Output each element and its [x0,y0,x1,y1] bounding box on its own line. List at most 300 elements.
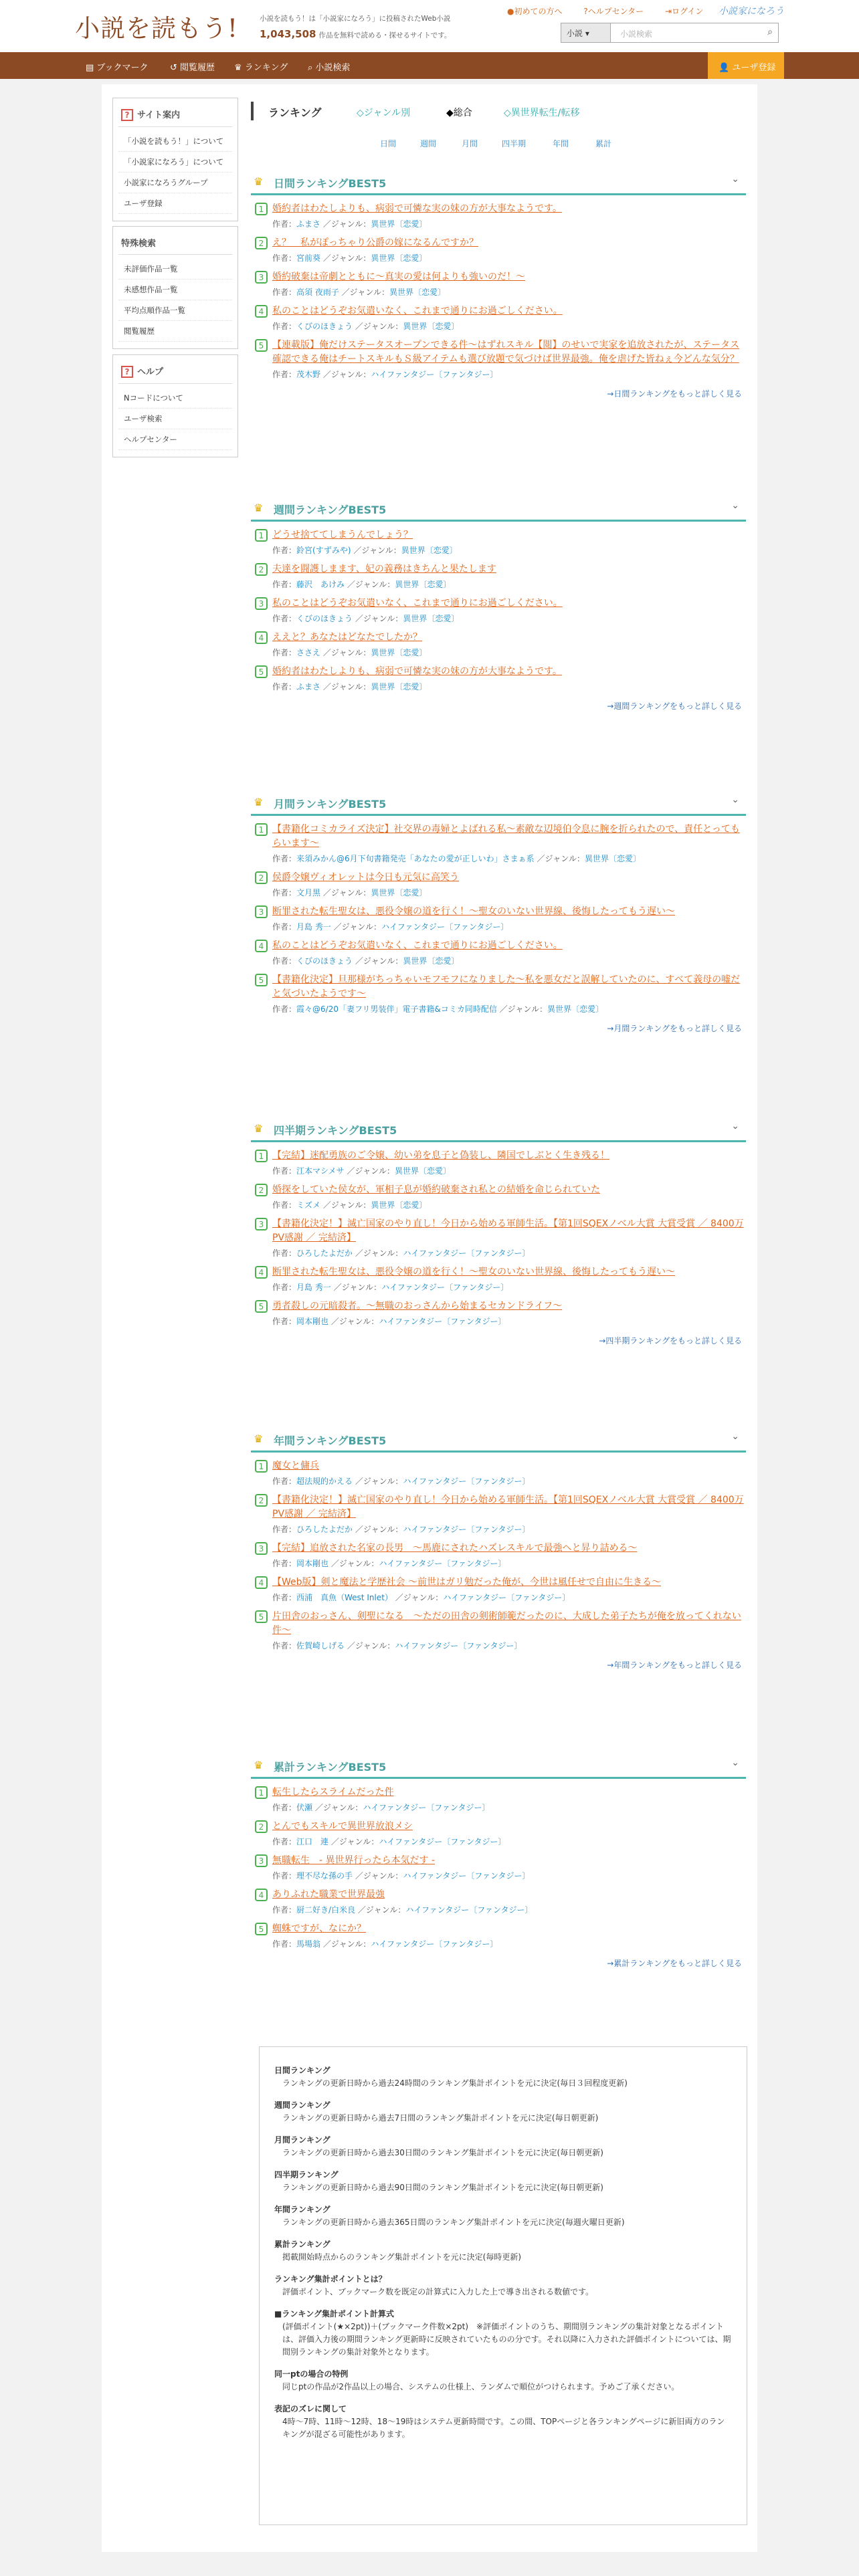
genre-label: ／ジャンル： [330,1837,379,1846]
ranking-row [251,556,746,590]
rank-number: 2 [255,1494,268,1507]
author-link[interactable]: 藤沢 あけみ [296,580,345,589]
novel-meta [255,1473,746,1487]
author-label: 作者： [272,580,297,589]
author-label: 作者： [272,1593,297,1602]
novel-title-link[interactable]: 3 私のことはどうぞお気遣いなく、これまで通りにお過ごしください。 [255,597,746,611]
novel-title-link[interactable]: 1 どうせ捨ててしまうんでしょう？ [255,528,746,542]
author-link[interactable]: 来須みかん@6月下旬書籍発売「あなたの愛が正しいわ」さまぁ系 [296,854,535,863]
note-body: ランキングの更新日時から過去24時間のランキング集計ポイントを元に決定(毎日３回程度更新) [282,2078,628,2088]
author-label: 作者： [272,614,297,623]
search-icon[interactable]: ⌕ [767,27,773,37]
rank-number: 3 [255,1854,268,1867]
more-link[interactable]: →日間ランキングをもっと詳しく見る [607,389,742,399]
ranking-row [251,263,746,298]
author-link[interactable]: 月島 秀一 [296,1283,331,1292]
ranking-row [251,898,746,932]
ranking-section [251,1426,746,1671]
genre-label: ／ジャンル： [314,1803,363,1812]
author-label: 作者： [272,288,297,297]
ranking-section [251,495,746,712]
author-link[interactable]: ひろしたよだか [296,1525,353,1534]
chevron-down-icon[interactable]: ⌄ [731,1121,739,1132]
tab-total[interactable]: ◆総合 [446,108,472,118]
note-heading: 日間ランキング [274,2066,330,2075]
novel-title-link[interactable]: 1 婚約者はわたしよりも、病弱で可憐な実の妹の方が大事なようです。 [255,202,746,216]
period-link-daily[interactable]: 日間 [380,139,397,148]
work-count-number: 1,043,508 [260,28,316,40]
genre-label: ／ジャンル： [347,1641,395,1650]
crown-icon: ♛ [254,502,264,514]
rank-number: 2 [255,237,268,249]
novel-title-link[interactable]: 2 婚探をしていた侯女が、軍相子息が婚約破棄され私との結婚を命じられていた [255,1183,746,1197]
author-link[interactable]: くびのほきょう [296,956,353,966]
genre-link[interactable]: 異世界〔恋愛〕 [371,682,427,691]
ranking-header [251,99,746,123]
novel-meta [255,1197,746,1210]
sidebar-item[interactable]: ユーザ検索 [118,409,232,429]
crown-icon: ♛ [254,1122,264,1135]
genre-link[interactable]: ハイファンタジー〔ファンタジー〕 [381,922,509,932]
ranking-row [251,1603,746,1651]
author-link[interactable]: 理不尽な孫の手 [296,1871,353,1881]
tab-isekai[interactable]: ◇異世界転生/転移 [504,108,580,118]
novel-meta [255,366,746,380]
novel-meta [255,1834,746,1847]
author-link[interactable]: ふまさ [296,219,321,229]
novel-title-link[interactable]: 4 私のことはどうぞお気遣いなく、これまで通りにお過ごしください。 [255,304,746,318]
author-label: 作者： [272,546,297,555]
genre-label: ／ジャンル： [322,370,371,379]
register-button[interactable]: 👤 ユーザ登録 [708,52,784,79]
genre-label: ／ジャンル： [333,922,382,932]
author-label: 作者： [272,682,297,691]
rank-number: 5 [255,974,268,986]
rank-number: 4 [255,1266,268,1279]
novel-title-link[interactable]: 4 【Web版】剣と魔法と学歴社会 〜前世はガリ勉だった俺が、今世は風任せで自由に生きる〜 [255,1576,746,1590]
genre-link[interactable]: ハイファンタジー〔ファンタジー〕 [381,1283,509,1292]
novel-title-link[interactable]: 5 婚約者はわたしよりも、病弱で可憐な実の妹の方が大事なようです。 [255,665,746,679]
rank-number: 1 [255,1786,268,1799]
novel-title-link[interactable]: 5 勇者殺しの元暗殺者。〜無職のおっさんから始まるセカンドライフ〜 [255,1299,746,1313]
sidebar-special-search-title: 特殊検索 [118,233,232,255]
author-label: 作者： [272,1803,297,1812]
section-header[interactable] [251,169,746,195]
author-link[interactable]: ひろしたよだか [296,1249,353,1258]
note-heading: 週間ランキング [274,2101,330,2110]
ranking-row [251,590,746,624]
top-links [507,5,722,17]
genre-label: ／ジャンル： [537,854,585,863]
ranking-row [251,332,746,380]
genre-label: ／ジャンル： [355,956,403,966]
novel-meta [255,1868,746,1881]
novel-meta [255,1313,746,1327]
author-label: 作者： [272,1939,297,1949]
page-title: ランキング [268,106,322,119]
site-logo[interactable]: 小説を読もう! [75,14,238,43]
more-link[interactable]: →累計ランキングをもっと詳しく見る [607,1959,742,1968]
sidebar-item[interactable]: 閲覧履歴 [118,321,232,342]
more-link[interactable]: →年間ランキングをもっと詳しく見る [607,1660,742,1670]
author-link[interactable]: 鈴宮(すずみや) [296,546,351,555]
novel-meta [255,1590,746,1603]
crown-icon: ♛ [254,1432,264,1445]
sidebar-item[interactable]: 小説家になろうグループ [118,173,232,193]
rank-number: 1 [255,1150,268,1162]
genre-link[interactable]: 異世界〔恋愛〕 [371,648,427,657]
author-link[interactable]: 宮前葵 [296,253,321,263]
sidebar-help-title: ? ヘルプ [118,362,232,384]
rank-number: 4 [255,1889,268,1901]
ranking-row [251,966,746,1014]
period-link-weekly[interactable]: 週間 [420,139,437,148]
ranking-row [251,1176,746,1210]
genre-label: ／ジャンル： [499,1004,548,1014]
first-time-link[interactable]: ●初めての方へ [507,7,563,16]
sidebar-item[interactable]: 「小説を読もう！」について [118,131,232,152]
chevron-down-icon[interactable]: ⌄ [731,794,739,805]
section-title: 累計ランキングBEST5 [274,1761,387,1774]
more-link[interactable]: →月間ランキングをもっと詳しく見る [607,1024,742,1033]
author-link[interactable]: ささえ [296,648,321,657]
genre-link[interactable]: 異世界〔恋愛〕 [371,219,427,229]
author-link[interactable]: ミズメ [296,1200,321,1210]
note-body: 同じptの作品が2作品以上の場合、システムの仕様上、ランダムで順位がつけられます。予めご了承ください。 [282,2382,680,2391]
author-link[interactable]: 岡本剛也 [296,1559,329,1568]
novel-title-link[interactable]: 3 断罪された転生聖女は、悪役令嬢の道を行く！〜聖女のいない世界線、後悔したってもう遅い〜 [255,905,746,919]
ranking-row [251,864,746,898]
author-link[interactable]: 月島 秀一 [296,922,331,932]
novel-title-link[interactable]: 3 婚約破棄は帝劇とともに〜真実の愛は何よりも強いのだ！〜 [255,270,746,284]
genre-link[interactable]: ハイファンタジー〔ファンタジー〕 [403,1525,531,1534]
work-count-suffix: 作品を無料で読める・探せるサイトです。 [318,31,452,39]
note-body: (評価ポイント(★×2pt))＋(ブックマーク件数×2pt) ※評価ポイントのうち、期間別ランキングの集計対象となるポイントは、評価入力後の期間ランキング更新時に反映されていたものの分です。それ以降に入力された評価ポイントについては、期間別ランキングの集計対象外となります。 [282,2322,731,2357]
novel-meta [255,919,746,932]
author-label: 作者： [272,1166,297,1176]
author-link[interactable]: 馬場翁 [296,1939,321,1949]
crown-icon: ♛ [254,175,264,188]
section-title: 週間ランキングBEST5 [274,504,387,516]
novel-title-link[interactable]: 3 【完結】追放された名家の長男 〜馬鹿にされたハズレスキルで最強へと昇り詰める〜 [255,1541,746,1555]
nav-bookmark[interactable]: ▤ ブックマーク [86,63,149,73]
author-label: 作者： [272,1837,297,1846]
genre-label: ／ジャンル： [355,614,403,623]
genre-link[interactable]: 異世界〔恋愛〕 [547,1004,604,1014]
genre-link[interactable]: 異世界〔恋愛〕 [371,1200,427,1210]
section-header[interactable] [251,1426,746,1453]
ranking-row [251,522,746,556]
ranking-row [251,1847,746,1881]
period-link-total[interactable]: 累計 [595,139,612,148]
note-heading: 四半期ランキング [274,2170,339,2179]
novel-title-link[interactable]: 1 転生したらスライムだった件 [255,1786,746,1800]
section-header[interactable] [251,1115,746,1142]
genre-label: ／ジャンル： [357,1905,406,1915]
novel-title-link[interactable]: 1 【書籍化コミカライズ決定】社交界の毒婦とよばれる私〜素敵な辺境伯令息に腕を折られたので、責任とってもらいます〜 [255,823,746,851]
rank-number: 2 [255,1820,268,1833]
ranking-row [251,1453,746,1487]
novel-title-link[interactable]: 2 え？ 私がぽっちゃり公爵の嫁になるんですか？ [255,236,746,250]
novel-title-link[interactable]: 5 【書籍化決定】旦那様がちっちゃいモフモフになりました〜私を悪女だと誤解していたのに、すべて義母の嘘だと気づいたようです〜 [255,973,746,1001]
genre-link[interactable]: ハイファンタジー〔ファンタジー〕 [395,1641,522,1650]
sidebar-site-guide [112,98,238,221]
author-label: 作者： [272,1200,297,1210]
novel-title-link[interactable]: 5 片田舎のおっさん、剣聖になる 〜ただの田舎の剣術師範だったのに、大成した弟子たちが俺を放ってくれない件〜 [255,1610,746,1638]
author-link[interactable]: 岡本剛也 [296,1317,329,1326]
sidebar-item[interactable]: ユーザ登録 [118,193,232,214]
note-heading: 月間ランキング [274,2135,330,2145]
help-icon: ? [121,366,133,378]
ranking-row [251,1569,746,1603]
novel-title-link[interactable]: 2 とんでもスキルで異世界放浪メシ [255,1820,746,1834]
ranking-row [251,658,746,692]
novel-meta [255,1521,746,1535]
author-link[interactable]: くびのほきょう [296,322,353,331]
genre-link[interactable]: 異世界〔恋愛〕 [403,614,460,623]
rank-number: 2 [255,871,268,884]
title-bar [251,102,254,120]
novel-meta [255,1279,746,1293]
author-link[interactable]: 超法規的かえる [296,1477,353,1486]
ranking-row [251,816,746,864]
genre-label: ／ジャンル： [322,219,371,229]
author-link[interactable]: 西浦 真魚（West Inlet） [296,1593,393,1602]
novel-meta [255,1902,746,1915]
nav-bar [0,52,859,79]
ranking-row [251,1915,746,1949]
genre-link[interactable]: ハイファンタジー〔ファンタジー〕 [443,1593,571,1602]
novel-title-link[interactable]: 2 夫達を闘護しまます、妃の義務はきちんと果たします [255,562,746,576]
novel-meta [255,611,746,624]
author-link[interactable]: 江口 連 [296,1837,329,1846]
header [0,0,859,52]
brand-logo[interactable]: 小説家になろう [719,6,784,17]
sidebar-item[interactable]: 「小説家になろう」について [118,152,232,173]
search-select[interactable]: 小説 ▾ [561,23,611,42]
tab-genre[interactable]: ◇ジャンル別 [357,108,411,118]
genre-link[interactable]: ハイファンタジー〔ファンタジー〕 [371,370,498,379]
genre-label: ／ジャンル： [355,1525,403,1534]
note-body: ランキングの更新日時から過去365日間のランキング集計ポイントを元に決定(毎週火曜日更新) [282,2218,625,2227]
novel-title-link[interactable]: 3 【書籍化決定！】滅亡国家のやり直し！今日から始める軍師生活。【第1回SQEXノベル大賞 大賞受賞 ／ 8400万PV感謝 ／ 完結済】 [255,1217,746,1245]
ranking-row [251,1259,746,1293]
note-heading: ランキング集計ポイントとは？ [274,2274,387,2284]
author-label: 作者： [272,854,297,863]
genre-label: ／ジャンル： [355,322,403,331]
genre-link[interactable]: ハイファンタジー〔ファンタジー〕 [403,1871,531,1881]
chevron-down-icon[interactable]: ⌄ [731,500,739,511]
novel-meta [255,1555,746,1569]
ranking-section [251,1115,746,1346]
genre-link[interactable]: ハイファンタジー〔ファンタジー〕 [403,1477,531,1486]
rank-number: 1 [255,823,268,836]
rank-number: 5 [255,1300,268,1313]
novel-meta [255,542,746,556]
genre-label: ／ジャンル： [347,1166,395,1176]
genre-link[interactable]: 異世界〔恋愛〕 [584,854,641,863]
crown-icon: ♛ [254,1759,264,1772]
rank-number: 5 [255,339,268,352]
novel-meta [255,953,746,966]
note-body: ランキングの更新日時から過去7日間のランキング集計ポイントを元に決定(毎日朝更新) [282,2113,599,2123]
novel-title-link[interactable]: 1 魔女と傭兵 [255,1459,746,1473]
rank-number: 5 [255,1923,268,1935]
novel-meta [255,645,746,658]
genre-link[interactable]: 異世界〔恋愛〕 [389,288,446,297]
genre-label: ／ジャンル： [322,888,371,897]
search-input[interactable]: 小説検索 [620,29,653,39]
note-body: ランキングの更新日時から過去30日間のランキング集計ポイントを元に決定(毎日朝更新) [282,2148,603,2157]
author-link[interactable]: ふまさ [296,682,321,691]
author-link[interactable]: 江本マシメサ [296,1166,345,1176]
author-link[interactable]: 文月黒 [296,888,321,897]
period-link-yearly[interactable]: 年間 [553,139,569,148]
author-label: 作者： [272,922,297,932]
section-title: 日間ランキングBEST5 [274,177,387,190]
author-link[interactable]: くびのほきょう [296,614,353,623]
chevron-down-icon[interactable]: ⌄ [731,1431,739,1442]
sidebar-item[interactable]: 未評価作品一覧 [118,259,232,280]
author-label: 作者： [272,1004,297,1014]
genre-label: ／ジャンル： [395,1593,444,1602]
sidebar-item[interactable]: ヘルプセンター [118,429,232,450]
author-label: 作者： [272,370,297,379]
novel-title-link[interactable]: 4 私のことはどうぞお気遣いなく、これまで通りにお過ごしください。 [255,939,746,953]
novel-title-link[interactable]: 3 無職転生 - 異世界行ったら本気だす - [255,1854,746,1868]
rank-number: 3 [255,905,268,918]
ranking-row [251,1487,746,1535]
genre-label: ／ジャンル： [330,1317,379,1326]
period-link-monthly[interactable]: 月間 [462,139,478,148]
rank-number: 3 [255,597,268,610]
novel-title-link[interactable]: 4 ええと？あなたはどなたでしたか？ [255,631,746,645]
genre-link[interactable]: ハイファンタジー〔ファンタジー〕 [379,1837,506,1846]
novel-title-link[interactable]: 4 ありふれた職業で世界最強 [255,1888,746,1902]
section-header[interactable] [251,789,746,816]
ranking-row [251,229,746,263]
novel-meta [255,576,746,590]
genre-link[interactable]: 異世界〔恋愛〕 [371,888,427,897]
genre-label: ／ジャンル： [322,1939,371,1949]
rank-number: 5 [255,1610,268,1623]
note-heading: ■ランキング集計ポイント計算式 [274,2309,394,2319]
novel-meta [255,1800,746,1813]
crown-icon: ♛ [254,796,264,809]
rank-number: 1 [255,529,268,542]
author-link[interactable]: 茂木野 [296,370,321,379]
nav-ranking[interactable]: ♛ ランキング [234,63,288,73]
note-body: ランキングの更新日時から過去90日間のランキング集計ポイントを元に決定(毎日朝更新) [282,2183,603,2192]
novel-meta [255,1245,746,1259]
author-link[interactable]: 霞々@6/20「妻フリ男装伴」電子書籍&コミカ同時配信 [296,1004,497,1014]
rank-number: 4 [255,631,268,644]
ranking-notes [259,2046,747,2525]
genre-link[interactable]: 異世界〔恋愛〕 [371,253,427,263]
rank-number: 4 [255,940,268,952]
nav-search[interactable]: ⌕ 小説検索 [308,63,351,73]
ranking-section [251,1752,746,1969]
genre-link[interactable]: ハイファンタジー〔ファンタジー〕 [379,1559,506,1568]
genre-label: ／ジャンル： [322,1200,371,1210]
help-center-link[interactable]: ?ヘルプセンター [583,7,644,16]
genre-link[interactable]: 異世界〔恋愛〕 [401,546,458,555]
author-label: 作者： [272,219,297,229]
genre-link[interactable]: 異世界〔恋愛〕 [394,1166,451,1176]
rank-number: 4 [255,305,268,318]
period-link-quarterly[interactable]: 四半期 [502,139,527,148]
author-link[interactable]: 厨二好き/白米良 [296,1905,356,1915]
author-label: 作者： [272,1477,297,1486]
sidebar-item[interactable]: 平均点順作品一覧 [118,300,232,321]
section-title: 月間ランキングBEST5 [274,798,387,811]
work-count [260,28,451,40]
genre-link[interactable]: 異世界〔恋愛〕 [403,322,460,331]
novel-title-link[interactable]: 1 【完結】迷配勇族のご令嬢、幼い弟を息子と偽装し、隣国でしぶとく生き残る！ [255,1149,746,1163]
novel-title-link[interactable]: 5 蜘蛛ですが、なにか？ [255,1922,746,1936]
genre-label: ／ジャンル： [322,682,371,691]
ranking-row [251,1881,746,1915]
rank-number: 1 [255,203,268,215]
author-label: 作者： [272,322,297,331]
sidebar-item[interactable]: 未感想作品一覧 [118,280,232,300]
genre-link[interactable]: ハイファンタジー〔ファンタジー〕 [379,1317,506,1326]
help-icon: ? [121,109,133,121]
genre-link[interactable]: 異世界〔恋愛〕 [403,956,460,966]
rank-number: 3 [255,271,268,284]
author-label: 作者： [272,648,297,657]
rank-number: 3 [255,1542,268,1555]
note-body: 掲載開始時点からのランキング集計ポイントを元に決定(毎時更新) [282,2252,522,2262]
genre-label: ／ジャンル： [355,1249,403,1258]
genre-link[interactable]: ハイファンタジー〔ファンタジー〕 [371,1939,498,1949]
genre-label: ／ジャンル： [353,546,401,555]
novel-title-link[interactable]: 2 侯爵令嬢ヴィオレットは今日も元気に高笑う [255,871,746,885]
section-header[interactable] [251,1752,746,1779]
genre-link[interactable]: 異世界〔恋愛〕 [395,580,452,589]
genre-link[interactable]: ハイファンタジー〔ファンタジー〕 [363,1803,490,1812]
rank-number: 2 [255,1184,268,1196]
rank-number: 5 [255,665,268,678]
novel-title-link[interactable]: 5 【連載版】俺だけステータスオープンできる件〜はずれスキル【閲】のせいで実家を追放されたが、ステータス確認できる俺はチートスキルもＳ級アイテムも選び放題で気づけば世界最強。俺を虐げた皆ねぇ今どんな気分？ [255,338,746,366]
sidebar-item[interactable]: Nコードについて [118,388,232,409]
site-description: 小説を読もう！は「小説家になろう」に投稿されたWeb小説 [260,15,451,23]
novel-title-link[interactable]: 2 【書籍化決定！】滅亡国家のやり直し！今日から始める軍師生活。【第1回SQEXノベル大賞 大賞受賞 ／ 8400万PV感謝 ／ 完結済】 [255,1493,746,1521]
author-label: 作者： [272,1905,297,1915]
novel-meta [255,885,746,898]
novel-meta [255,318,746,332]
more-link[interactable]: →週間ランキングをもっと詳しく見る [607,702,742,711]
more-link[interactable]: →四半期ランキングをもっと詳しく見る [599,1336,742,1346]
novel-meta [255,250,746,263]
author-link[interactable]: 伏瀬 [296,1803,313,1812]
novel-meta [255,1936,746,1949]
ranking-row [251,1813,746,1847]
nav-history[interactable]: ↺ 閲覧履歴 [170,63,215,73]
chevron-down-icon[interactable]: ⌄ [731,174,739,185]
author-link[interactable]: 高須 夜雨子 [296,288,339,297]
section-header[interactable] [251,495,746,522]
note-body: 4時〜7時、11時〜12時、18〜19時はシステム更新時間です。この間、TOPページと各ランキングページに新旧両方のランキングが混ざる可能性があります。 [282,2417,725,2439]
note-heading: 表記のズレに関して [274,2404,347,2413]
chevron-down-icon[interactable]: ⌄ [731,1757,739,1768]
genre-link[interactable]: ハイファンタジー〔ファンタジー〕 [403,1249,531,1258]
login-link[interactable]: ⇥ログイン [664,7,704,16]
novel-title-link[interactable]: 4 断罪された転生聖女は、悪役令嬢の道を行く！〜聖女のいない世界線、後悔したってもう遅い〜 [255,1265,746,1279]
author-label: 作者： [272,888,297,897]
genre-link[interactable]: ハイファンタジー〔ファンタジー〕 [405,1905,533,1915]
author-link[interactable]: 佐賀崎しげる [296,1641,345,1650]
